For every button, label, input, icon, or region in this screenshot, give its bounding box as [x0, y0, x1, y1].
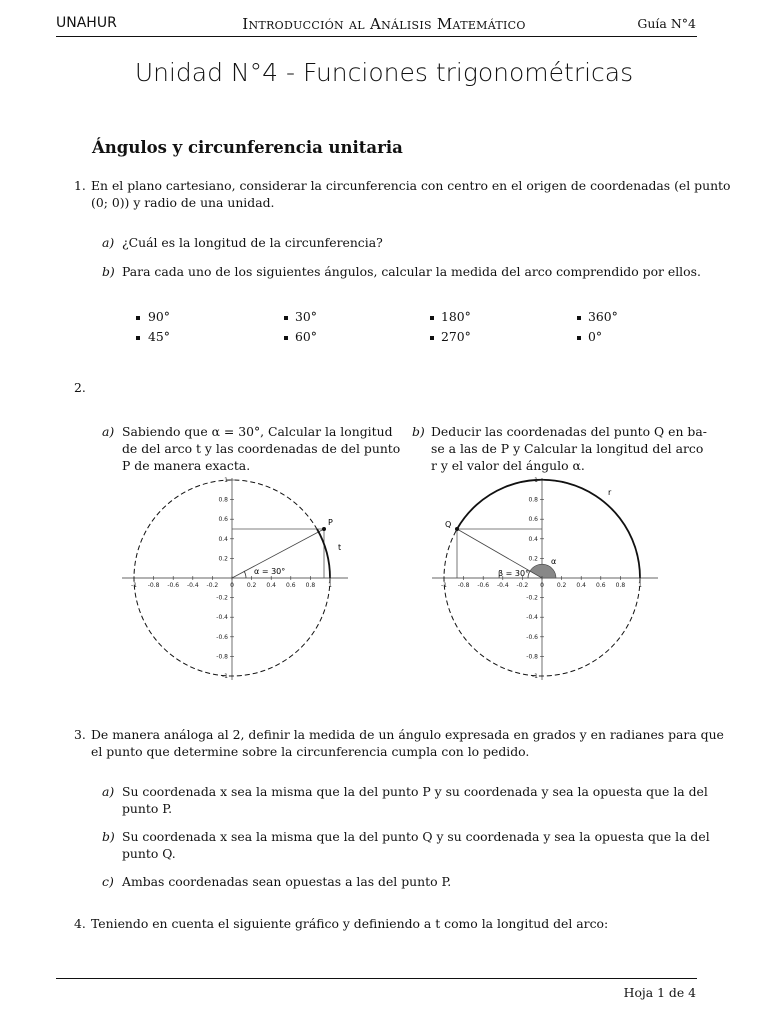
x-tick-label: 0.2: [246, 582, 257, 589]
unit-circle-figure-2: [418, 470, 698, 686]
q2a-text-line3: P de manera exacta.: [122, 458, 251, 473]
y-tick-label: -0.2: [216, 594, 228, 602]
bullet-marker: [136, 316, 140, 320]
y-tick-label: 0.6: [528, 516, 538, 524]
q1a-label: a): [102, 235, 115, 250]
header-institution: UNAHUR: [56, 15, 117, 31]
point-q-marker: [455, 527, 459, 531]
x-tick-label: -0.4: [496, 582, 509, 589]
q3b-text-line2: punto Q.: [122, 846, 176, 861]
x-tick-label: 1: [328, 582, 332, 589]
q3a-text-line1: Su coordenada x sea la misma que la del punto P y su coordenada y sea la opuesta que la del: [122, 784, 708, 799]
x-tick-label: 0.2: [556, 582, 567, 589]
q3-number: 3.: [74, 727, 86, 742]
q1b-label: b): [102, 264, 115, 279]
q3a-label: a): [102, 784, 115, 799]
y-tick-label: 0.2: [218, 555, 228, 563]
arc-t-label: t: [338, 543, 342, 552]
q1a-text: ¿Cuál es la longitud de la circunferencia?: [122, 235, 383, 250]
y-tick-label: 0.6: [218, 516, 228, 524]
x-tick-label: 0: [540, 582, 544, 589]
x-tick-label: -0.8: [457, 582, 470, 589]
x-tick-label: -0.6: [167, 582, 180, 589]
q2b-text-line1: Deducir las coordenadas del punto Q en ba-: [431, 424, 707, 439]
q2b-label: b): [412, 424, 425, 439]
angle-item: 360°: [588, 309, 618, 324]
q3b-text-line1: Su coordenada x sea la misma que la del punto Q y su coordenada y sea la opuesta que la del: [122, 829, 710, 844]
q1-text-line2: (0; 0)) y radio de una unidad.: [91, 195, 275, 210]
arc-t: [317, 529, 330, 578]
header-guide-number: Guía N°4: [637, 16, 696, 31]
y-tick-label: -0.4: [216, 614, 228, 622]
q1b-text: Para cada uno de los siguientes ángulos, calcular la medida del arco comprendido por ellos.: [122, 264, 701, 279]
point-q-label: Q: [445, 520, 452, 529]
y-tick-label: 0.4: [218, 535, 228, 543]
y-tick-label: -0.6: [526, 633, 538, 641]
q1-number: 1.: [74, 178, 86, 193]
alpha-sector: [530, 564, 556, 578]
angle-item: 90°: [148, 309, 170, 324]
q2a-text-line1: Sabiendo que α = 30°, Calcular la longitud: [122, 424, 393, 439]
bullet-marker: [284, 316, 288, 320]
angle-label: α = 30°: [254, 567, 286, 576]
q1-text-line1: En el plano cartesiano, considerar la circunferencia con centro en el origen de coordenadas (el punto: [91, 178, 731, 193]
q4-number: 4.: [74, 916, 86, 931]
angle-item: 45°: [148, 329, 170, 344]
y-tick-label: -0.6: [216, 633, 228, 641]
angle-marker: [244, 571, 246, 578]
bullet-marker: [577, 316, 581, 320]
x-tick-label: 0.6: [596, 582, 606, 589]
angle-item: 0°: [588, 329, 603, 344]
q3b-label: b): [102, 829, 115, 844]
q3-text-line2: el punto que determine sobre la circunferencia cumpla con lo pedido.: [91, 744, 530, 759]
x-tick-label: 0: [230, 582, 234, 589]
y-tick-label: -1: [222, 673, 228, 680]
q3c-text: Ambas coordenadas sean opuestas a las del punto P.: [122, 874, 452, 889]
page-title: Unidad N°4 - Funciones trigonométricas: [134, 58, 634, 87]
x-tick-label: -0.2: [516, 582, 529, 589]
q4-text: Teniendo en cuenta el siguiente gráfico y definiendo a t como la longitud del arco:: [91, 916, 609, 931]
bullet-marker: [577, 336, 581, 340]
y-tick-label: 0.8: [218, 496, 228, 504]
page-number: Hoja 1 de 4: [623, 985, 696, 1000]
angle-item: 30°: [295, 309, 317, 324]
x-tick-label: 0.8: [305, 582, 316, 589]
y-tick-label: -0.4: [526, 614, 538, 622]
q2a-label: a): [102, 424, 115, 439]
x-tick-label: -1: [441, 582, 447, 589]
x-tick-label: -0.8: [147, 582, 160, 589]
y-tick-label: 0.8: [528, 496, 538, 504]
beta-label: β = 30°: [498, 569, 530, 578]
arc-r-label: r: [608, 488, 612, 497]
q2b-text-line2: se a las de P y Calcular la longitud del arco: [431, 441, 704, 456]
y-tick-label: 0.2: [528, 555, 538, 563]
bullet-marker: [430, 316, 434, 320]
y-tick-label: 0.4: [528, 535, 538, 543]
footer-rule: [56, 978, 697, 979]
q3-text-line1: De manera análoga al 2, definir la medida de un ángulo expresada en grados y en radianes para que: [91, 727, 724, 742]
x-tick-label: -0.6: [477, 582, 490, 589]
y-tick-label: 1: [534, 477, 538, 484]
y-tick-label: -1: [532, 673, 538, 680]
q2a-text-line2: de del arco t y las coordenadas de del punto: [122, 441, 401, 456]
x-tick-label: -0.2: [206, 582, 219, 589]
q3c-label: c): [102, 874, 114, 889]
alpha-label: α: [551, 557, 557, 566]
q2b-text-line3: r y el valor del ángulo α.: [431, 458, 585, 473]
point-p-label: P: [328, 518, 333, 527]
bullet-marker: [136, 336, 140, 340]
x-tick-label: -0.4: [186, 582, 199, 589]
angle-item: 60°: [295, 329, 317, 344]
y-tick-label: -0.8: [216, 653, 228, 661]
q2-number: 2.: [74, 380, 86, 395]
y-tick-label: -0.2: [526, 594, 538, 602]
axis-ticks: [441, 477, 642, 680]
x-tick-label: 0.4: [266, 582, 276, 589]
bullet-marker: [430, 336, 434, 340]
angle-item: 180°: [441, 309, 471, 324]
x-tick-label: 0.4: [576, 582, 586, 589]
axis-ticks: [131, 477, 332, 680]
bullet-marker: [284, 336, 288, 340]
y-tick-label: 1: [224, 477, 228, 484]
x-tick-label: 0.8: [615, 582, 626, 589]
q3a-text-line2: punto P.: [122, 801, 173, 816]
angle-item: 270°: [441, 329, 471, 344]
unit-circle-figure-1: [108, 470, 388, 686]
header-rule: [56, 36, 697, 37]
x-tick-label: 0.6: [286, 582, 296, 589]
x-tick-label: -1: [131, 582, 137, 589]
section-heading: Ángulos y circunferencia unitaria: [92, 138, 403, 157]
header-course-title: Introducción al Análisis Matemático: [242, 15, 526, 33]
x-tick-label: 1: [638, 582, 642, 589]
point-p-marker: [322, 527, 326, 531]
y-tick-label: -0.8: [526, 653, 538, 661]
